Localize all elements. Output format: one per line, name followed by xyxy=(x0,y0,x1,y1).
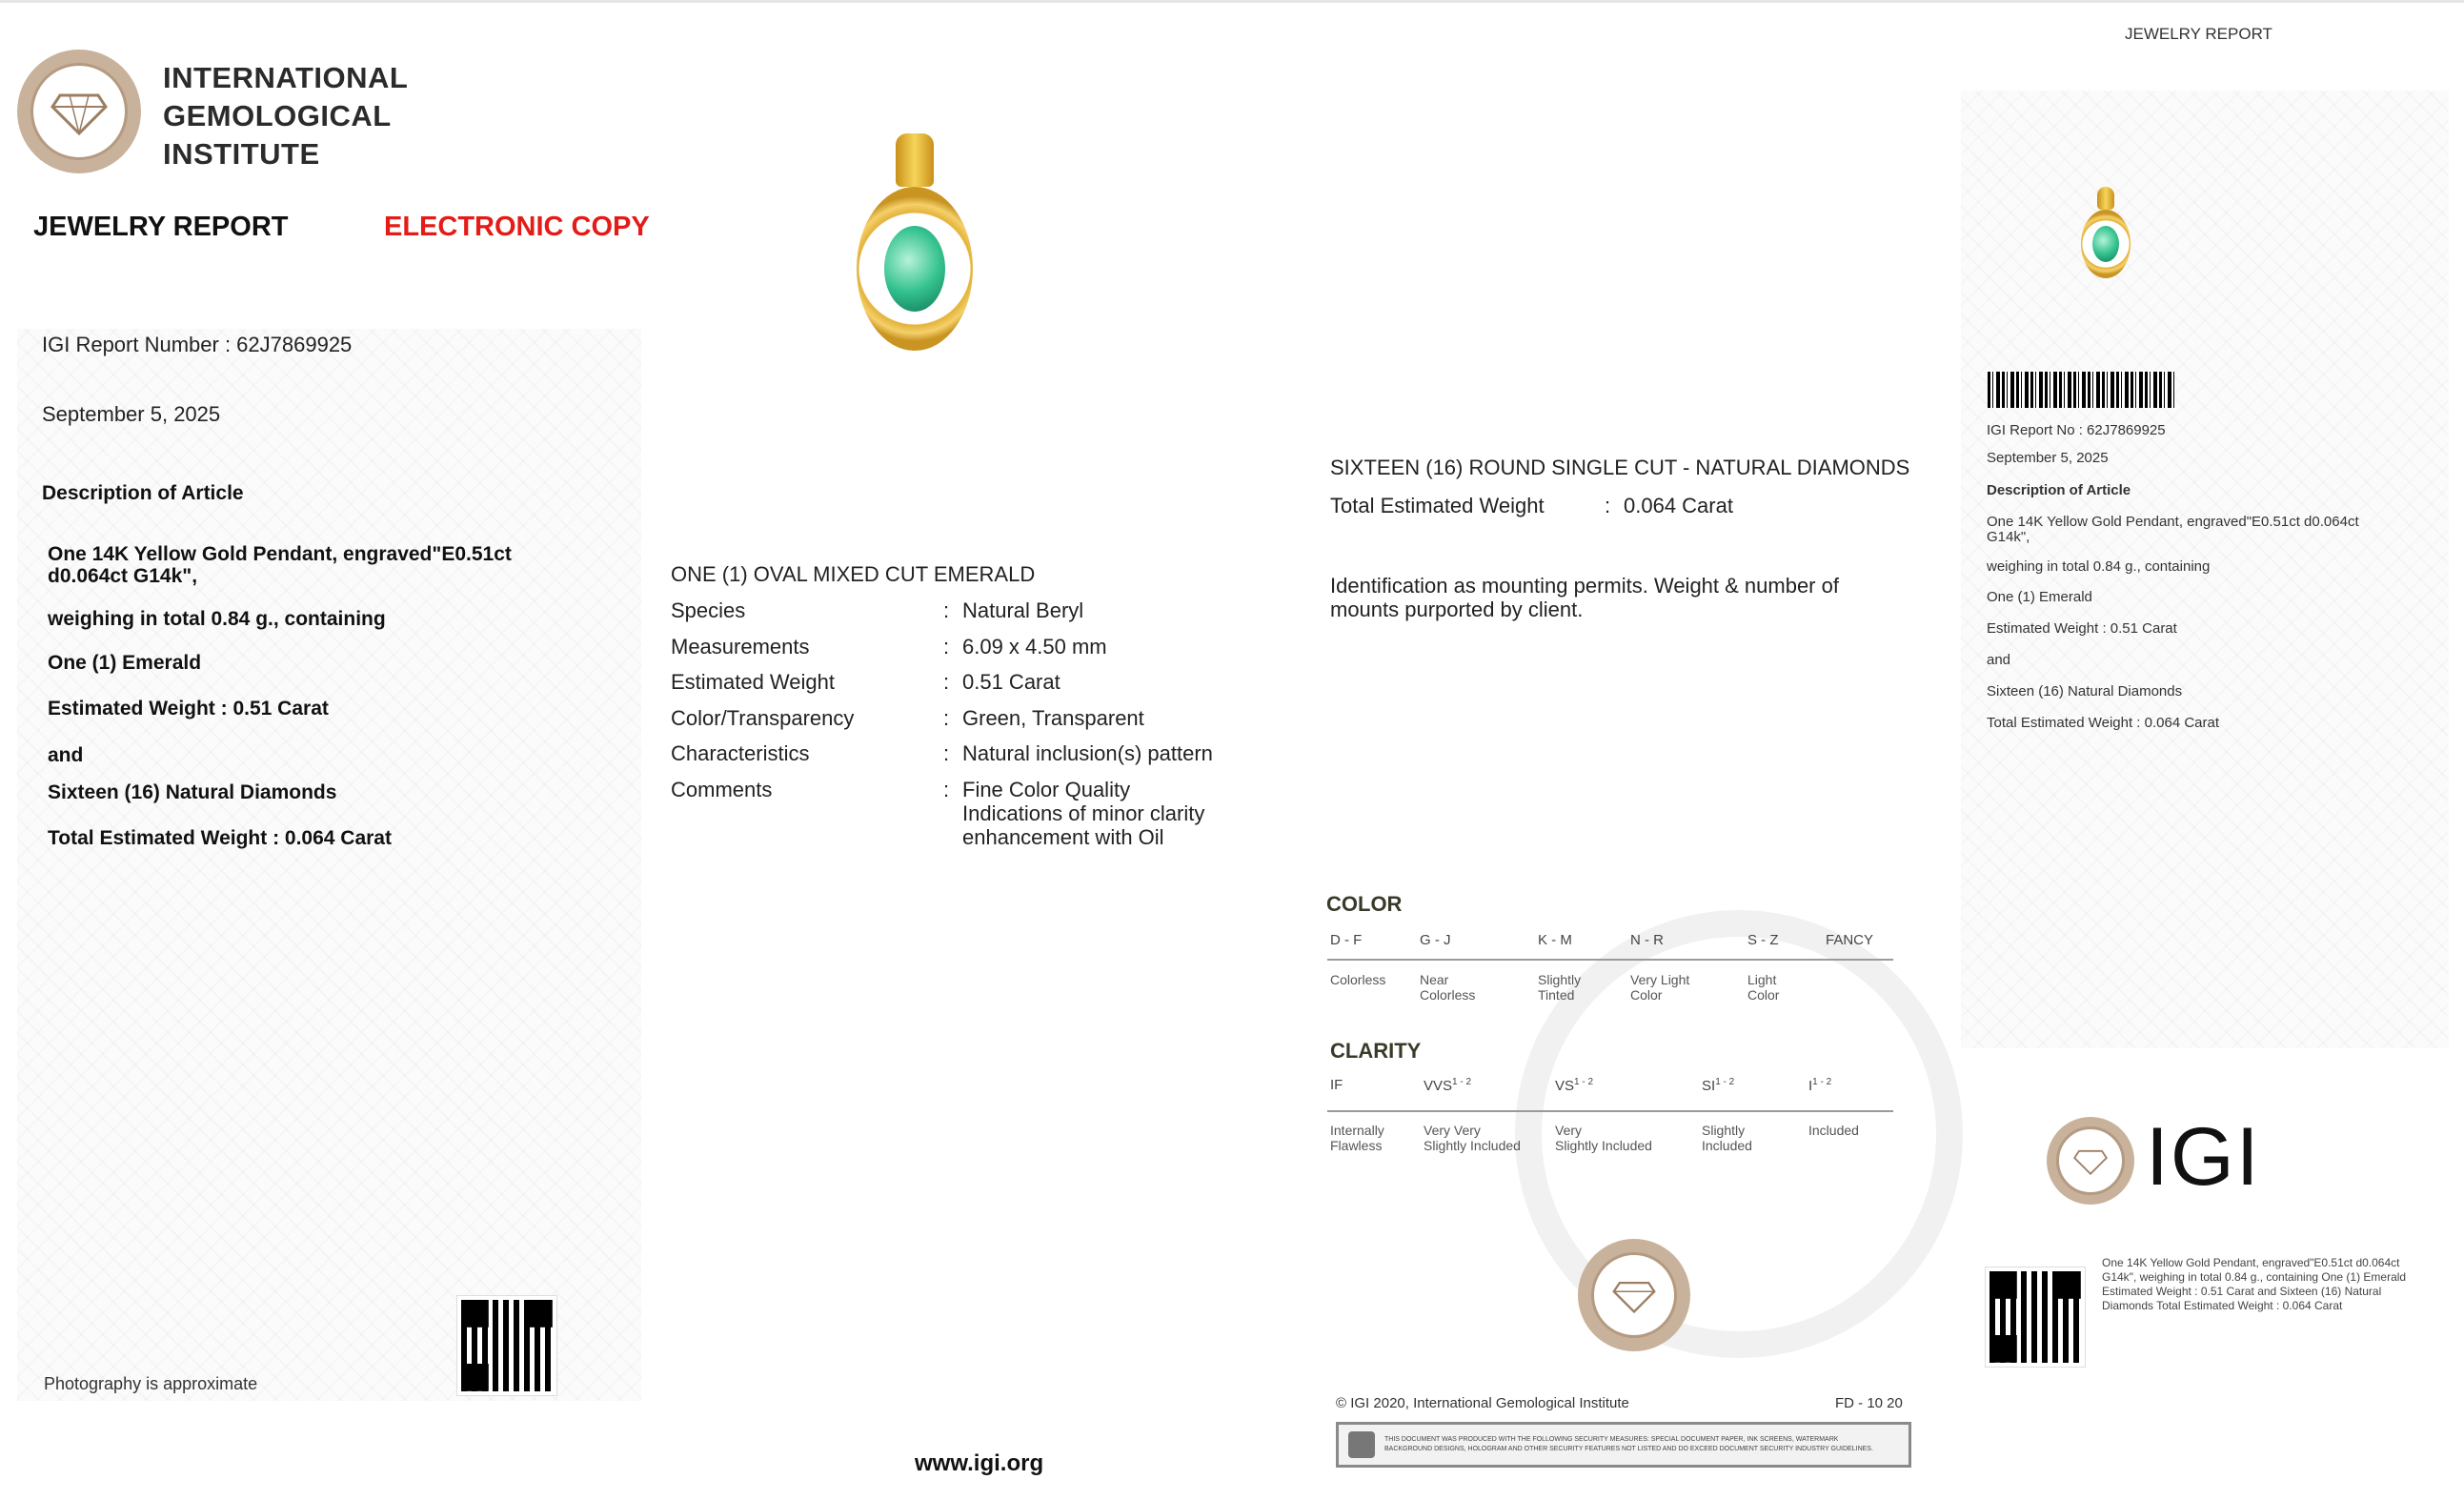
desc-line: Slightly Included xyxy=(1424,1138,1521,1153)
comments-value xyxy=(962,778,1204,849)
stub-desc-line: One 14K Yellow Gold Pendant, engraved"E0.51ct d0.064ct G14k", xyxy=(1987,514,2359,545)
clarity-desc xyxy=(1424,1123,1521,1153)
diamonds-weight-value: 0.064 Carat xyxy=(1624,494,1733,517)
desc-line: Slightly xyxy=(1702,1123,1746,1138)
clarity-scale-rule xyxy=(1327,1110,1893,1112)
desc-line: Light xyxy=(1747,972,1777,987)
stub-igi-logo-text: IGI xyxy=(2146,1111,2261,1203)
stub-desc-heading: Description of Article xyxy=(1987,482,2131,498)
desc-line: Colorless xyxy=(1420,987,1476,1003)
row-sep: : xyxy=(943,705,950,730)
security-text xyxy=(1384,1435,1873,1454)
color-grades-row xyxy=(1330,932,1892,951)
color-grade: G - J xyxy=(1420,932,1451,948)
color-grade: FANCY xyxy=(1826,932,1874,948)
diamond-icon xyxy=(2073,1146,2108,1175)
note-line: Identification as mounting permits. Weight & number of xyxy=(1330,574,1839,598)
emerald-row-measurements xyxy=(671,635,1281,671)
emerald-row-comments xyxy=(671,778,1281,849)
desc-line: Internally xyxy=(1330,1123,1384,1138)
color-desc xyxy=(1420,972,1475,1003)
pendant-frame xyxy=(857,187,973,351)
stub-date: September 5, 2025 xyxy=(1987,450,2109,466)
row-label: Color/Transparency xyxy=(671,705,855,730)
grade-sup: 1 - 2 xyxy=(1452,1077,1472,1087)
form-code: FD - 10 20 xyxy=(1835,1395,1903,1411)
grade-base: I xyxy=(1808,1078,1813,1094)
color-desc-row xyxy=(1330,972,1892,1010)
row-sep: : xyxy=(943,634,950,659)
comment-line: enhancement with Oil xyxy=(962,824,1164,849)
stub-igi-seal xyxy=(2047,1117,2134,1205)
description-line: Total Estimated Weight : 0.064 Carat xyxy=(48,827,392,849)
color-grade: K - M xyxy=(1538,932,1572,948)
institute-name xyxy=(163,59,408,173)
row-label: Characteristics xyxy=(671,741,810,766)
qr-code[interactable] xyxy=(457,1296,556,1395)
diamonds-weight-sep: : xyxy=(1605,494,1611,517)
clarity-desc xyxy=(1330,1123,1384,1153)
desc-line: Included xyxy=(1702,1138,1752,1153)
row-value: Natural Beryl xyxy=(962,598,1084,622)
description-heading: Description of Article xyxy=(42,482,244,504)
grade-base: IF xyxy=(1330,1077,1343,1093)
clarity-grades-row xyxy=(1330,1077,1892,1100)
description-line: and xyxy=(48,744,84,766)
grade-base: VS xyxy=(1555,1078,1575,1094)
desc-line: Slightly Included xyxy=(1555,1138,1652,1153)
diamonds-weight-label: Total Estimated Weight xyxy=(1330,494,1545,517)
website-link[interactable]: www.igi.org xyxy=(915,1450,1044,1476)
row-label: Measurements xyxy=(671,634,810,659)
grade-sup: 1 - 2 xyxy=(1812,1077,1832,1087)
report-number: IGI Report Number : 62J7869925 xyxy=(42,333,353,356)
stub-summary: One 14K Yellow Gold Pendant, engraved"E0.51ct d0.064ct G14k", weighing in total 0.84 g., containing One (1) Emerald Estimated Weight : 0.51 Carat and Sixteen (16) Natural Diamonds Total Estimated Weight : 0.064 Carat xyxy=(2102,1256,2407,1312)
clarity-grade xyxy=(1424,1077,1471,1094)
row-value: 0.51 Carat xyxy=(962,670,1060,695)
desc-line: Flawless xyxy=(1330,1138,1383,1153)
igi-seal-logo xyxy=(17,50,141,173)
comment-line: Fine Color Quality xyxy=(962,777,1131,801)
stub-desc-line: Total Estimated Weight : 0.064 Carat xyxy=(1987,715,2220,731)
row-value: Natural inclusion(s) pattern xyxy=(962,741,1213,766)
grade-base: VVS xyxy=(1424,1078,1453,1094)
institute-line-2: GEMOLOGICAL xyxy=(163,99,392,132)
electronic-copy-label: ELECTRONIC COPY xyxy=(384,212,650,242)
institute-line-3: INSTITUTE xyxy=(163,137,320,171)
stub-qr-code[interactable] xyxy=(1986,1267,2085,1367)
desc-line: Tinted xyxy=(1538,987,1575,1003)
emerald-stone xyxy=(884,226,945,312)
row-value: 6.09 x 4.50 mm xyxy=(962,634,1107,659)
pendant-frame xyxy=(2081,210,2131,278)
clarity-grade xyxy=(1330,1077,1343,1093)
color-scale-heading: COLOR xyxy=(1326,892,1403,916)
color-grade: D - F xyxy=(1330,932,1363,948)
desc-line: Color xyxy=(1747,987,1780,1003)
row-sep: : xyxy=(943,741,950,766)
barcode xyxy=(1988,372,2174,408)
report-date: September 5, 2025 xyxy=(42,402,221,426)
report-title: JEWELRY REPORT xyxy=(33,212,289,242)
pendant-bail xyxy=(896,133,934,187)
color-scale-rule xyxy=(1327,959,1893,961)
row-label: Comments xyxy=(671,777,773,801)
comment-line: Indications of minor clarity xyxy=(962,801,1205,825)
grade-base: SI xyxy=(1702,1078,1716,1094)
lock-icon xyxy=(1348,1431,1375,1458)
stub-report-no: IGI Report No : 62J7869925 xyxy=(1987,422,2166,438)
stub-desc-line: and xyxy=(1987,652,2011,668)
stub-desc-line: weighing in total 0.84 g., containing xyxy=(1987,558,2211,575)
color-grade: S - Z xyxy=(1747,932,1779,948)
security-line: BACKGROUND DESIGNS, HOLOGRAM AND OTHER SECURITY FEATURES NOT LISTED AND DO EXCEED DOCUMENT SECURITY INDUSTRY GUIDELINES. xyxy=(1384,1446,1873,1452)
desc-line: Slightly xyxy=(1538,972,1582,987)
copyright: © IGI 2020, International Gemological Institute xyxy=(1336,1395,1629,1411)
description-line: One 14K Yellow Gold Pendant, engraved"E0.51ct d0.064ct G14k", xyxy=(48,543,512,587)
desc-line: Included xyxy=(1808,1123,1859,1138)
pendant-photo xyxy=(853,133,977,351)
emerald-details-table xyxy=(671,598,1281,849)
top-divider xyxy=(0,0,2464,3)
description-line: Estimated Weight : 0.51 Carat xyxy=(48,698,329,720)
row-sep: : xyxy=(943,670,950,695)
clarity-desc-row xyxy=(1330,1123,1892,1161)
clarity-grade xyxy=(1808,1077,1831,1094)
desc-line: Very Light xyxy=(1630,972,1690,987)
desc-line: Colorless xyxy=(1330,972,1386,987)
desc-line: Near xyxy=(1420,972,1449,987)
description-line: Sixteen (16) Natural Diamonds xyxy=(48,781,337,803)
igi-seal-small xyxy=(1578,1239,1690,1351)
clarity-grade xyxy=(1702,1077,1734,1094)
row-value: Green, Transparent xyxy=(962,705,1144,730)
photography-note: Photography is approximate xyxy=(44,1374,258,1393)
row-label: Species xyxy=(671,598,746,622)
diamonds-weight-row xyxy=(1330,494,1733,518)
institute-line-1: INTERNATIONAL xyxy=(163,61,409,94)
grade-sup: 1 - 2 xyxy=(1715,1077,1735,1087)
desc-line: Color xyxy=(1630,987,1663,1003)
grade-sup: 1 - 2 xyxy=(1574,1077,1594,1087)
desc-line: Very xyxy=(1555,1123,1583,1138)
stub-desc-line: Sixteen (16) Natural Diamonds xyxy=(1987,683,2183,699)
description-line: weighing in total 0.84 g., containing xyxy=(48,608,386,630)
emerald-stone xyxy=(2092,226,2119,262)
clarity-grade xyxy=(1555,1077,1593,1094)
security-strip xyxy=(1336,1422,1911,1468)
color-desc xyxy=(1330,972,1385,987)
diamonds-heading: SIXTEEN (16) ROUND SINGLE CUT - NATURAL DIAMONDS xyxy=(1330,456,1910,479)
color-desc xyxy=(1747,972,1779,1003)
row-sep: : xyxy=(943,777,950,801)
color-desc xyxy=(1538,972,1581,1003)
desc-line: Very Very xyxy=(1424,1123,1481,1138)
row-label: Estimated Weight xyxy=(671,670,836,695)
emerald-row-characteristics xyxy=(671,741,1281,778)
color-grade: N - R xyxy=(1630,932,1664,948)
row-sep: : xyxy=(943,598,950,622)
security-line: THIS DOCUMENT WAS PRODUCED WITH THE FOLLOWING SECURITY MEASURES: SPECIAL DOCUMENT PAPER, INK SCREENS, WATERMARK xyxy=(1384,1436,1839,1443)
stub-title: JEWELRY REPORT xyxy=(2125,25,2272,43)
color-desc xyxy=(1630,972,1689,1003)
clarity-desc xyxy=(1808,1123,1859,1138)
clarity-desc xyxy=(1555,1123,1652,1153)
clarity-desc xyxy=(1702,1123,1752,1153)
pendant-bail xyxy=(2097,187,2114,210)
stub-desc-line: One (1) Emerald xyxy=(1987,589,2092,605)
description-line: One (1) Emerald xyxy=(48,652,202,674)
emerald-row-weight xyxy=(671,670,1281,706)
note-line: mounts purported by client. xyxy=(1330,598,1584,621)
stub-desc-line: Estimated Weight : 0.51 Carat xyxy=(1987,620,2177,637)
emerald-row-species xyxy=(671,598,1281,635)
emerald-heading: ONE (1) OVAL MIXED CUT EMERALD xyxy=(671,562,1036,586)
diamond-icon xyxy=(1612,1277,1656,1313)
stub-pendant-photo xyxy=(2077,187,2134,278)
emerald-row-color xyxy=(671,706,1281,742)
clarity-scale-heading: CLARITY xyxy=(1330,1039,1422,1063)
diamond-icon xyxy=(50,88,108,135)
identification-note xyxy=(1330,574,1839,621)
